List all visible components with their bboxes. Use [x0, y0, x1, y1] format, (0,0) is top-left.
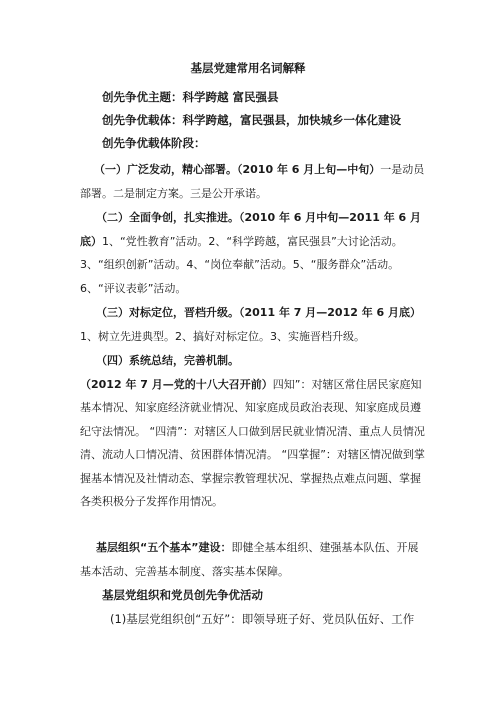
paragraph-stage-3: （三）对标定位，晋档升级。（2011 年 7 月—2012 年 6 月底）1、树立先进典型。2、搞好对标定位。3、实施晋档升级。 — [80, 306, 422, 343]
line-carrier: 创先争优载体：科学跨越，富民强县，加快城乡一体化建设 — [102, 113, 401, 127]
paragraph-stage-2: （二）全面争创，扎实推进。（2010 年 6 月中旬—2011 年 6 月底）1、“党性教育”活动。2、“科学跨越，富民强县”大讨论活动。3、“组织创新”活动。4、“岗位奉献”活动。5、“服务群众”活动。6、“评议表彰”活动。 — [80, 211, 422, 295]
paragraph-five-goods: (1)基层党组织创“五好”：即领导班子好、党员队伍好、工作 — [110, 612, 415, 626]
line-theme: 创先争优主题：科学跨越 富民强县 — [102, 90, 279, 104]
paragraph-stage-1: （一）广泛发动，精心部署。（2010 年 6 月上旬—中旬）一是动员部署。二是制定方案。三是公开承诺。 — [80, 163, 425, 200]
heading-activities: 基层党组织和党员创先争优活动 — [102, 588, 263, 602]
paragraph-five-basics: 基层组织“五个基本”建设：即健全基本组织、建强基本队伍、开展基本活动、完善基本制度、落实基本保障。 — [80, 541, 419, 578]
line-stage: 创先争优载体阶段： — [102, 136, 206, 150]
paragraph-stage-4: （四）系统总结，完善机制。（2012 年 7 月—党的十八大召开前）四知”：对辖区常住居民家庭知基本情况、知家庭经济就业情况、知家庭成员政治表现、知家庭成员遵纪守法情况。 “四清”：对辖区人口做到居民就业情况清、重点人员情况清、流动人口情况清、贫困群体情况清。 “四掌握”：对辖区情况做到掌握基本情况及社情动态、掌握宗教管理状况、掌握热点难点问题、掌握各类积极分子发挥作用情况。 — [80, 354, 425, 508]
document-title: 基层党建常用名词解释 — [190, 61, 306, 75]
